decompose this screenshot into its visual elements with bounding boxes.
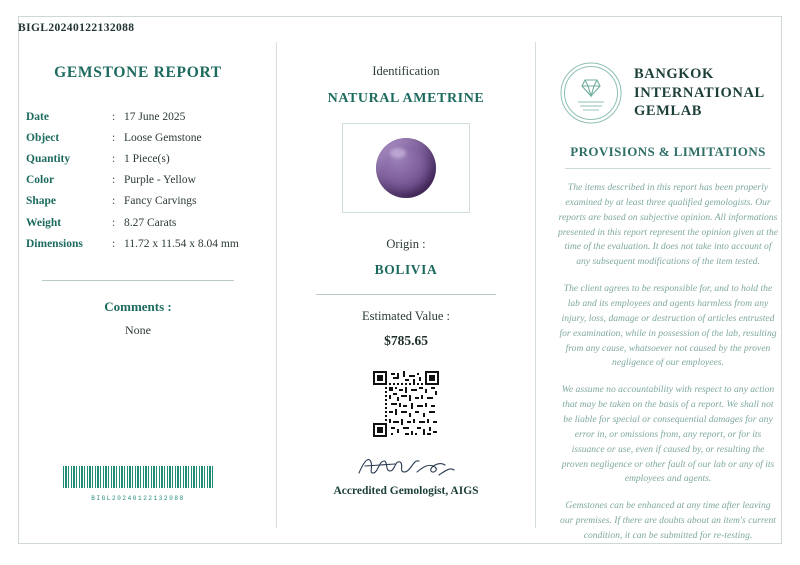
table-row xyxy=(26,233,250,254)
gemstone-photo-frame xyxy=(342,123,470,213)
left-divider xyxy=(42,280,235,281)
spec-value-object: Loose Gemstone xyxy=(124,131,202,144)
spec-value-dimensions: 11.72 x 11.54 x 8.04 mm xyxy=(124,237,239,250)
left-column xyxy=(0,42,276,528)
gemstone-spec-table xyxy=(26,106,250,254)
spec-label-date: Date xyxy=(26,110,49,123)
table-row xyxy=(26,212,250,233)
comments-value: None xyxy=(125,323,151,338)
barcode-image xyxy=(63,466,213,488)
spec-label-quantity: Quantity xyxy=(26,152,71,165)
spec-label-shape: Shape xyxy=(26,195,57,208)
provisions-paragraph-1: The items described in this report has been properly examined by at least three qualified gemologists. Our reports are based on subjective opinion. All informations presented in this report represent the opinion given at the time of the evaluation. It does not take into account of any subsequent modifications of the item tested. xyxy=(558,182,778,268)
barcode-block xyxy=(0,466,276,502)
gemstone-photo-icon xyxy=(376,138,436,198)
brand-line-3: GEMLAB xyxy=(634,103,703,120)
table-row xyxy=(26,127,250,148)
spec-value-shape: Fancy Carvings xyxy=(124,195,197,208)
gemlab-logo-icon xyxy=(558,60,624,126)
spec-colon: : xyxy=(112,216,116,229)
barcode-text: BIGL20240122132088 xyxy=(91,495,185,502)
table-row xyxy=(26,148,250,169)
table-row xyxy=(26,191,250,212)
provisions-paragraph-4: Gemstones can be enhanced at any time after leaving our premises. If there are doubts about an item's current condition, it can be submitted for re-testing. xyxy=(560,500,776,542)
brand-header xyxy=(558,60,778,126)
spec-colon: : xyxy=(112,174,116,187)
middle-divider xyxy=(316,294,496,295)
spec-label-weight: Weight xyxy=(26,216,62,229)
spec-value-color: Purple - Yellow xyxy=(124,174,196,187)
spec-colon: : xyxy=(112,237,116,250)
spec-value-weight: 8.27 Carats xyxy=(124,216,177,229)
middle-column xyxy=(276,42,536,528)
reference-number: BIGL20240122132088 xyxy=(18,22,135,34)
table-row xyxy=(26,106,250,127)
spec-label-color: Color xyxy=(26,174,55,187)
spec-colon: : xyxy=(112,152,116,165)
right-column xyxy=(536,42,800,542)
spec-colon: : xyxy=(112,195,116,208)
signature-icon xyxy=(351,453,461,479)
provisions-paragraph-2: The client agrees to be responsible for, and to hold the lab and its employees and agents harmless from any injury, loss, damage or destruction of articles entrusted for examination, while in possession of the lab, resulting from any cause, whatsoever not caused by the proven negligence of our employees. xyxy=(559,283,777,369)
comments-title: Comments : xyxy=(104,299,172,315)
page-title: GEMSTONE REPORT xyxy=(54,64,222,81)
spec-label-object: Object xyxy=(26,131,60,144)
estimated-value-amount: $785.65 xyxy=(384,333,428,348)
gemstone-name: NATURAL AMETRINE xyxy=(327,91,485,106)
brand-name xyxy=(634,65,765,121)
identification-label: Identification xyxy=(372,64,440,78)
spec-value-date: 17 June 2025 xyxy=(124,110,186,123)
brand-line-2: INTERNATIONAL xyxy=(634,84,765,101)
spec-colon: : xyxy=(112,110,116,123)
provisions-paragraph-3: We assume no accountability with respect to any action that may be taken on the basis of a report. We shall not be liable for special or consequential damages for any error in, or omissions from, any report, or for its issuance or use, even if caused by, or resulting the proven negligence or other fault of our lab or any of its employees and agents. xyxy=(561,384,775,485)
spec-value-quantity: 1 Piece(s) xyxy=(124,152,170,165)
estimated-value-label: Estimated Value : xyxy=(362,309,450,323)
certificate-columns xyxy=(0,42,800,542)
provisions-divider xyxy=(565,168,772,169)
brand-line-1: BANGKOK xyxy=(634,66,714,83)
origin-label: Origin : xyxy=(386,237,426,251)
provisions-title: PROVISIONS & LIMITATIONS xyxy=(570,144,766,159)
table-row xyxy=(26,170,250,191)
spec-colon: : xyxy=(112,131,116,144)
origin-value: BOLIVIA xyxy=(374,262,438,277)
gemologist-caption: Accredited Gemologist, AIGS xyxy=(333,485,479,497)
qr-code-icon[interactable] xyxy=(373,371,439,437)
spec-label-dimensions: Dimensions xyxy=(26,237,83,250)
